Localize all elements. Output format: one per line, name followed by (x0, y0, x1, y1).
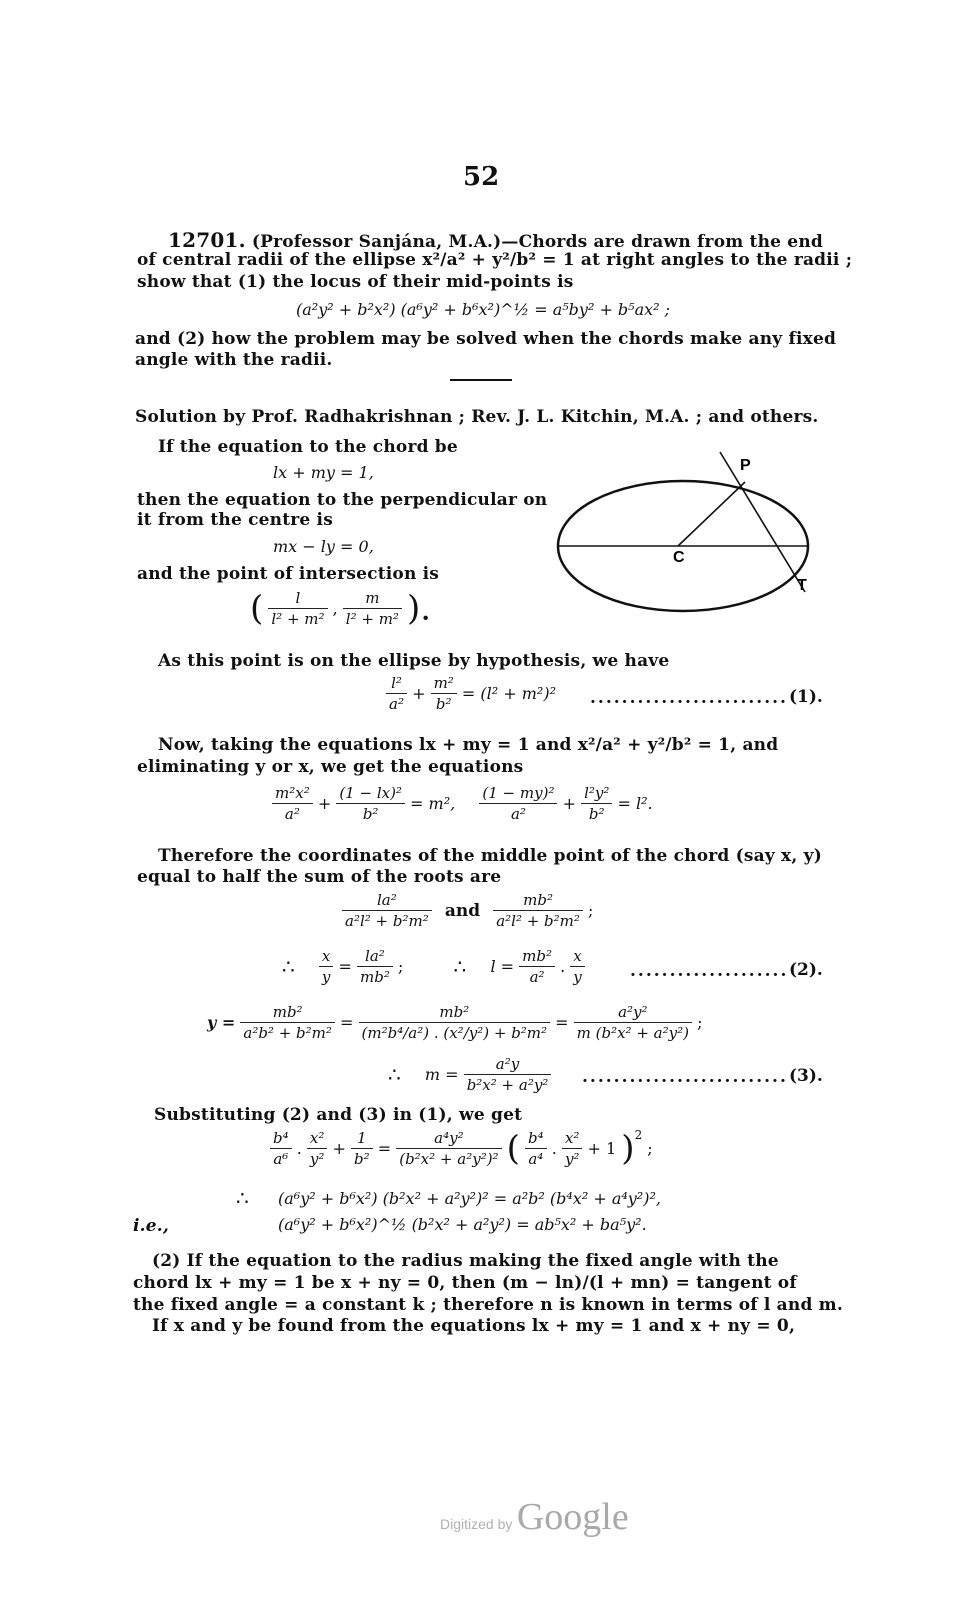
solution-para-7: Substituting (2) and (3) in (1), we get (154, 1105, 523, 1125)
problem-number: 12701. (168, 228, 246, 252)
y-equation: y = $\frac{\text{mb²}}{\text{a²b² + b²m²}}$ = $\frac{\text{mb²}}{\text{(m²b⁴/a²) . (x²/y²) + b²m²}}$ = $\frac{\text{a²y²}}{\text{m (b²x² + a²y²)}}$ ; (207, 1003, 703, 1042)
equation-3-number: (3). (789, 1066, 823, 1086)
part2-line-3: the fixed angle = a constant k ; therefore n is known in terms of l and m. (133, 1295, 843, 1315)
solution-para-2a: then the equation to the perpendicular on (137, 490, 548, 510)
label-t: T (797, 577, 807, 594)
result-equation-2: (a⁶y² + b⁶x²)^½ (b²x² + a²y²) = ab⁵x² + ba⁵y². (278, 1215, 647, 1234)
ie-label: i.e., (133, 1216, 170, 1236)
ellipse-diagram (555, 450, 825, 620)
problem-line-5: angle with the radii. (135, 350, 333, 370)
solution-para-6b: equal to half the sum of the roots are (137, 867, 502, 887)
equation-3-dots: .......................... (582, 1067, 788, 1087)
part2-line-1: (2) If the equation to the radius making the fixed angle with the (152, 1251, 779, 1271)
page-number: 52 (463, 162, 500, 192)
solution-para-5b: eliminating y or x, we get the equations (137, 757, 524, 777)
equation-1-number: (1). (789, 687, 823, 707)
google-logo: Google (516, 1496, 629, 1538)
perpendicular-equation: mx − ly = 0, (273, 537, 374, 556)
label-p: P (740, 457, 751, 474)
solution-para-4: As this point is on the ellipse by hypothesis, we have (158, 651, 670, 671)
radius-cp-line (678, 482, 745, 546)
problem-line-3: show that (1) the locus of their mid-points is (137, 272, 574, 292)
chord-pt-line (720, 452, 805, 592)
locus-equation: (a²y² + b²x²) (a⁶y² + b⁶x²)^½ = a⁵by² + b⁵ax² ; (296, 300, 671, 319)
part2-line-2: chord lx + my = 1 be x + ny = 0, then (m − ln)/(l + mn) = tangent of (133, 1273, 797, 1293)
therefore-symbol: ∴ (236, 1186, 249, 1210)
part2-line-4: If x and y be found from the equations lx + my = 1 and x + ny = 0, (152, 1316, 796, 1336)
solution-para-6a: Therefore the coordinates of the middle point of the chord (say x, y) (158, 846, 822, 866)
watermark-small-text: Digitized by (440, 1516, 513, 1532)
label-c: C (673, 549, 685, 566)
result-equation-1: (a⁶y² + b⁶x²) (b²x² + a²y²)² = a²b² (b⁴x² + a⁴y²)², (278, 1189, 661, 1208)
equation-1: $\frac{\text{l²}}{\text{a²}}$ + $\frac{\text{m²}}{\text{b²}}$ = (l² + m²)² (386, 673, 556, 714)
point-x-fraction: $\frac{l}{\text{l² + m²}}$ (268, 588, 327, 629)
roots-expression: $\frac{\text{la²}}{\text{a²l² + b²m²}}$ and $\frac{\text{mb²}}{\text{a²l² + b²m²}}$ ; (342, 890, 593, 931)
section-divider (450, 379, 512, 381)
intersection-point: ( $\frac{l}{\text{l² + m²}}$ , $\frac{m}{\text{l² + m²}}$ ). (250, 588, 432, 629)
substitution-equation: $\frac{\text{b⁴}}{\text{a⁶}}$ . $\frac{\text{x²}}{\text{y²}}$ + $\frac{1}{\text{b²}}$ = $\frac{\text{a⁴y²}}{\text{(b²x² + a²y²)²}}$ ( $\frac{\text{b⁴}}{\text{a⁴}}$ . $\frac{\text{x²}}{\text{y²}}$ + 1 )$^2$ ; (270, 1128, 653, 1169)
equation-2-dots: .................... (630, 961, 789, 981)
equation-2: ∴ $\frac{x}{y}$ = $\frac{\text{la²}}{\text{mb²}}$ ; ∴ l = $\frac{\text{mb²}}{\text{a²}}$ . $\frac{x}{y}$ (282, 946, 585, 987)
solution-para-3: and the point of intersection is (137, 564, 440, 584)
problem-line-2: of central radii of the ellipse x²/a² + y²/b² = 1 at right angles to the radii ; (137, 250, 853, 270)
problem-line-1: (Professor Sanjána, M.A.)—Chords are drawn from the end (251, 232, 823, 252)
solution-para-5a: Now, taking the equations lx + my = 1 and x²/a² + y²/b² = 1, and (158, 735, 779, 755)
digitized-watermark (440, 1495, 629, 1539)
problem-line-4: and (2) how the problem may be solved when the chords make any fixed (135, 329, 837, 349)
solution-para-2b: it from the centre is (137, 510, 333, 530)
chord-equation: lx + my = 1, (273, 463, 374, 482)
point-y-fraction: $\frac{m}{\text{l² + m²}}$ (343, 588, 402, 629)
equation-2-number: (2). (789, 960, 823, 980)
m-equation: ∴ m = $\frac{\text{a²y}}{\text{b²x² + a²y²}}$ (388, 1054, 551, 1095)
elimination-equations: $\frac{\text{m²x²}}{\text{a²}}$ + $\frac{\text{(1 − lx)²}}{\text{b²}}$ = m², $\frac{\text{(1 − my)²}}{\text{a²}}$ + $\frac{\text{l²y²}}{\text{b²}}$ = l². (272, 783, 653, 824)
solution-heading: Solution by Prof. Radhakrishnan ; Rev. J. L. Kitchin, M.A. ; and others. (135, 407, 819, 427)
equation-1-dots: ......................... (590, 688, 788, 708)
solution-para-1: If the equation to the chord be (158, 437, 458, 457)
